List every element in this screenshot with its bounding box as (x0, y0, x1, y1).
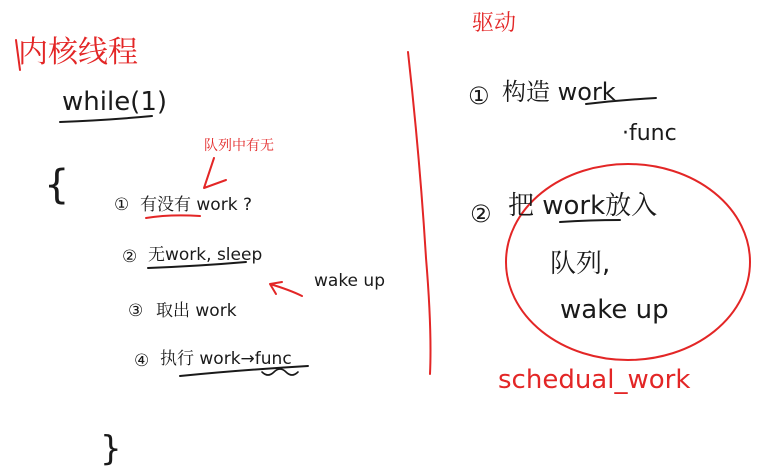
step-2-text: 无work, sleep (148, 245, 263, 265)
schedule-work-api: schedual_work (498, 365, 691, 395)
kernel-thread-title: 内核线程 (18, 35, 138, 70)
step-1-text: 有没有 work ? (140, 195, 252, 215)
step-2-num: ② (122, 247, 138, 267)
driver-step-2-line3: wake up (560, 295, 669, 325)
driver-step-1-num: ① (468, 82, 490, 110)
close-brace: } (100, 429, 122, 469)
wake-up-note: wake up (314, 271, 385, 291)
step-4-text: 执行 work→func (160, 349, 292, 369)
step-4-squiggle (262, 369, 298, 375)
step-3-num: ③ (128, 301, 144, 321)
queue-note: 队列中有无 (204, 138, 274, 154)
step-3-text: 取出 work (156, 301, 237, 321)
step-1-num: ① (114, 195, 130, 215)
wake-up-arrow (270, 282, 302, 296)
open-brace: { (44, 162, 70, 208)
driver-step-1-text: 构造 work (502, 78, 616, 106)
step-1-underline (146, 215, 200, 218)
driver-title: 驱动 (472, 11, 517, 36)
while-loop-label: while(1) (62, 87, 168, 117)
driver-step-2-num: ② (470, 200, 492, 228)
driver-step-1-sub: ·func (622, 121, 677, 146)
column-divider (408, 52, 431, 374)
queue-note-arrow (204, 158, 226, 188)
driver-step-2-line1: 把 work放入 (508, 191, 658, 221)
driver-step-2-line2: 队列, (550, 249, 611, 279)
step-4-num: ④ (134, 351, 150, 371)
